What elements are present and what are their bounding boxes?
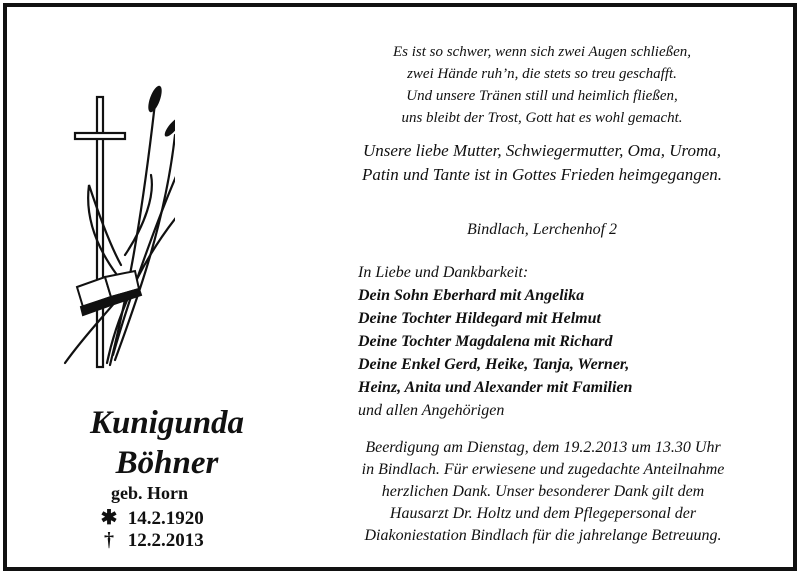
first-name: Kunigunda <box>89 405 245 441</box>
birth-date: 14.2.1920 <box>127 508 204 529</box>
star-icon: ✱ <box>100 507 118 529</box>
funeral-notice <box>293 437 793 547</box>
mourner-line: Dein Sohn Eberhard mit Angelika <box>358 287 585 304</box>
mourner-line: Heinz, Anita und Alexander mit Familien <box>358 379 633 396</box>
death-date: 12.2.2013 <box>127 530 204 551</box>
cross-icon: † <box>104 529 114 551</box>
announcement-line: Patin und Tante ist in Gottes Frieden heimgegangen. <box>361 165 723 184</box>
announcement <box>307 139 777 187</box>
maiden-name: geb. Horn <box>111 483 189 503</box>
mourners-closing: und allen Angehörigen <box>358 402 505 419</box>
mourners-intro: In Liebe und Dankbarkeit: <box>358 264 529 281</box>
funeral-line: herzlichen Dank. Unser besonderer Dank gilt dem <box>381 483 705 500</box>
funeral-line: Diakoniestation Bindlach für die jahrelange Betreuung. <box>364 527 722 544</box>
mourner-line: Deine Tochter Hildegard mit Helmut <box>358 310 601 327</box>
announcement-line: Unsere liebe Mutter, Schwiegermutter, Oma, Uroma, <box>362 141 722 160</box>
funeral-line: Beerdigung am Dienstag, dem 19.2.2013 um 13.30 Uhr <box>365 439 721 456</box>
mourners-list <box>358 261 632 422</box>
address: Bindlach, Lerchenhof 2 <box>466 221 618 238</box>
deceased-name <box>62 403 272 483</box>
birth-date-row <box>95 505 204 530</box>
last-name: Böhner <box>115 445 219 481</box>
obituary-card <box>3 3 797 571</box>
mourner-line: Deine Enkel Gerd, Heike, Tanja, Werner, <box>358 356 630 373</box>
poem-line: uns bleibt der Trost, Gott hat es wohl gemacht. <box>401 110 683 126</box>
funeral-line: Hausarzt Dr. Holtz und dem Pflegepersonal der <box>389 505 697 522</box>
poem-line: Es ist so schwer, wenn sich zwei Augen schließen, <box>392 44 692 60</box>
mourner-line: Deine Tochter Magdalena mit Richard <box>358 333 613 350</box>
funeral-line: in Bindlach. Für erwiesene und zugedachte Anteilnahme <box>361 461 725 478</box>
death-date-row <box>95 529 204 552</box>
cross-wheat-bible-icon <box>55 75 175 375</box>
poem-line: zwei Hände ruh’n, die stets so treu geschafft. <box>407 66 677 82</box>
poem <box>307 41 777 129</box>
poem-line: Und unsere Tränen still und heimlich fließen, <box>406 88 678 104</box>
